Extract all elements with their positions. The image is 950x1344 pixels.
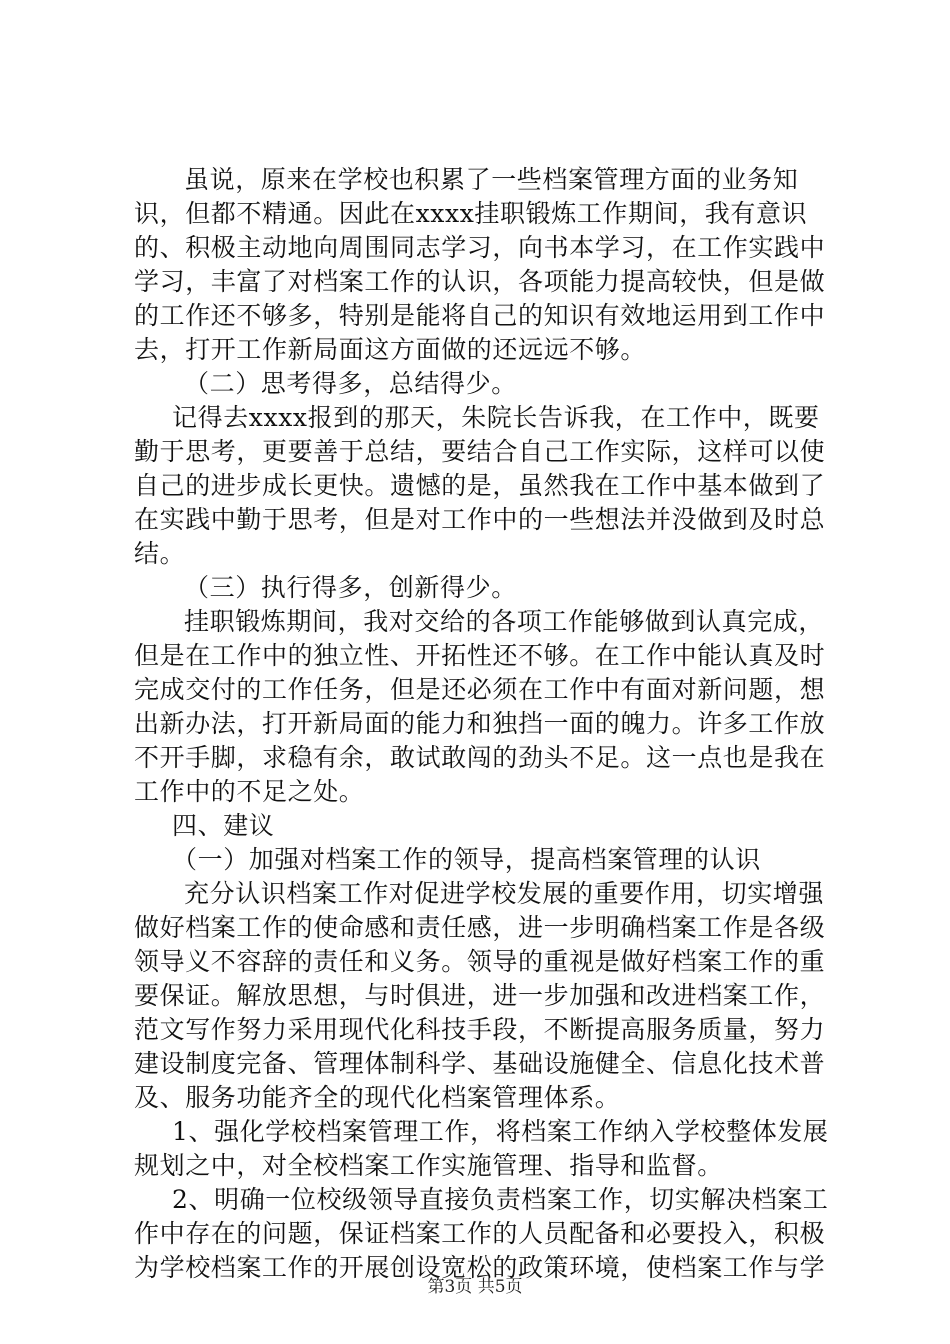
- section-heading-3: （三）执行得多，创新得少。: [184, 573, 517, 602]
- paragraph-2: 记得去xxxx报到的那天，朱院长告诉我，在工作中，既要勤于思考，更要善于总结，要结合自己工作实际，这样可以使自己的进步成长更快。遗憾的是，虽然我在工作中基本做到了在实践中勤于思考，但是对工作中的一些想法并没做到及时总结。: [134, 403, 826, 568]
- paragraph-4: 充分认识档案工作对促进学校发展的重要作用，切实增强做好档案工作的使命感和责任感，进一步明确档案工作是各级领导义不容辞的责任和义务。领导的重视是做好档案工作的重要保证。解放思想，与时俱进，进一步加强和改进档案工作，范文写作努力采用现代化科技手段，不断提高服务质量，努力建设制度完备、管理体制科学、基础设施健全、信息化技术普及、服务功能齐全的现代化档案管理体系。: [134, 879, 826, 1112]
- section-heading-4-1: （一）加强对档案工作的领导，提高档案管理的认识: [172, 845, 761, 874]
- paragraph-1: 虽说，原来在学校也积累了一些档案管理方面的业务知识，但都不精通。因此在xxxx挂职锻炼工作期间，我有意识的、积极主动地向周围同志学习，向书本学习，在工作实践中学习，丰富了对档案工作的认识，各项能力提高较快，但是做的工作还不够多，特别是能将自己的知识有效地运用到工作中去，打开工作新局面这方面做的还远远不够。: [134, 165, 826, 364]
- document-body: [134, 163, 834, 1285]
- list-item-2: 2、明确一位校级领导直接负责档案工作，切实解决档案工作中存在的问题，保证档案工作的人员配备和必要投入，积极为学校档案工作的开展创设宽松的政策环境，使档案工作与学: [134, 1185, 829, 1282]
- list-item-1: 1、强化学校档案管理工作，将档案工作纳入学校整体发展规划之中，对全校档案工作实施管理、指导和监督。: [134, 1117, 829, 1180]
- chapter-heading-4: 四、建议: [172, 811, 275, 840]
- paragraph-3: 挂职锻炼期间，我对交给的各项工作能够做到认真完成，但是在工作中的独立性、开拓性还不够。在工作中能认真及时完成交付的工作任务，但是还必须在工作中有面对新问题，想出新办法，打开新局面的能力和独挡一面的魄力。许多工作放不开手脚，求稳有余，敢试敢闯的劲头不足。这一点也是我在工作中的不足之处。: [134, 607, 826, 806]
- section-heading-2: （二）思考得多，总结得少。: [184, 369, 517, 398]
- page-footer: 第3页 共5页: [427, 1277, 523, 1297]
